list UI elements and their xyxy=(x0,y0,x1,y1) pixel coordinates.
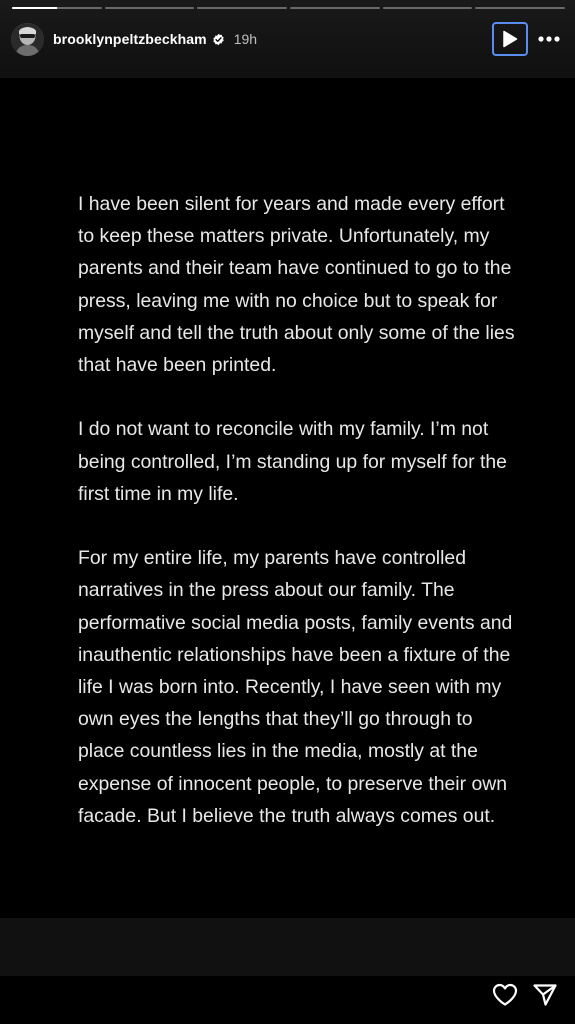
play-icon xyxy=(502,30,518,48)
story-paragraph-3: For my entire life, my parents have controlled narratives in the press about our family. The performative social media posts, family events and inauthentic relationships have been a fixture of the life I was born into. Recently, I have seen with my own eyes the lengths that they’ll go through to place countless lies in the media, mostly at the expense of innocent people, to preserve their own facade. But I believe the truth always comes out. xyxy=(78,547,513,827)
story-text-block xyxy=(78,188,518,864)
story-paragraph-1: I have been silent for years and made every effort to keep these matters private. Unfortunately, my parents and their team have continued to go to the press, leaving me with no choice but to speak for myself and tell the truth about only some of the lies that have been printed. xyxy=(78,193,515,377)
story-progress-segment xyxy=(475,7,565,9)
avatar[interactable] xyxy=(11,23,44,56)
story-progress-segment xyxy=(105,7,195,9)
story-progress-bars xyxy=(12,7,565,9)
story-progress-segment xyxy=(12,7,102,9)
story-timestamp: 19h xyxy=(233,31,258,47)
username[interactable]: brooklynpeltzbeckham xyxy=(53,31,207,47)
like-button[interactable] xyxy=(490,982,520,1008)
share-button[interactable] xyxy=(530,982,560,1008)
heart-icon xyxy=(492,983,518,1007)
story-header xyxy=(11,22,564,56)
story-footer xyxy=(0,976,575,1024)
story-paragraph-2: I do not want to reconcile with my family. I’m not being controlled, I’m standing up for myself for the first time in my life. xyxy=(78,418,507,505)
story-progress-segment xyxy=(383,7,473,9)
avatar-photo-icon xyxy=(11,23,44,56)
story-header-overlay xyxy=(0,0,575,78)
more-options-button[interactable] xyxy=(534,22,564,56)
story-progress-segment xyxy=(197,7,287,9)
story-progress-segment xyxy=(290,7,380,9)
send-icon xyxy=(532,983,558,1007)
story-progress-fill xyxy=(12,7,57,9)
more-horizontal-icon xyxy=(538,36,560,42)
verified-badge-icon xyxy=(212,33,225,46)
play-button[interactable] xyxy=(492,22,528,56)
